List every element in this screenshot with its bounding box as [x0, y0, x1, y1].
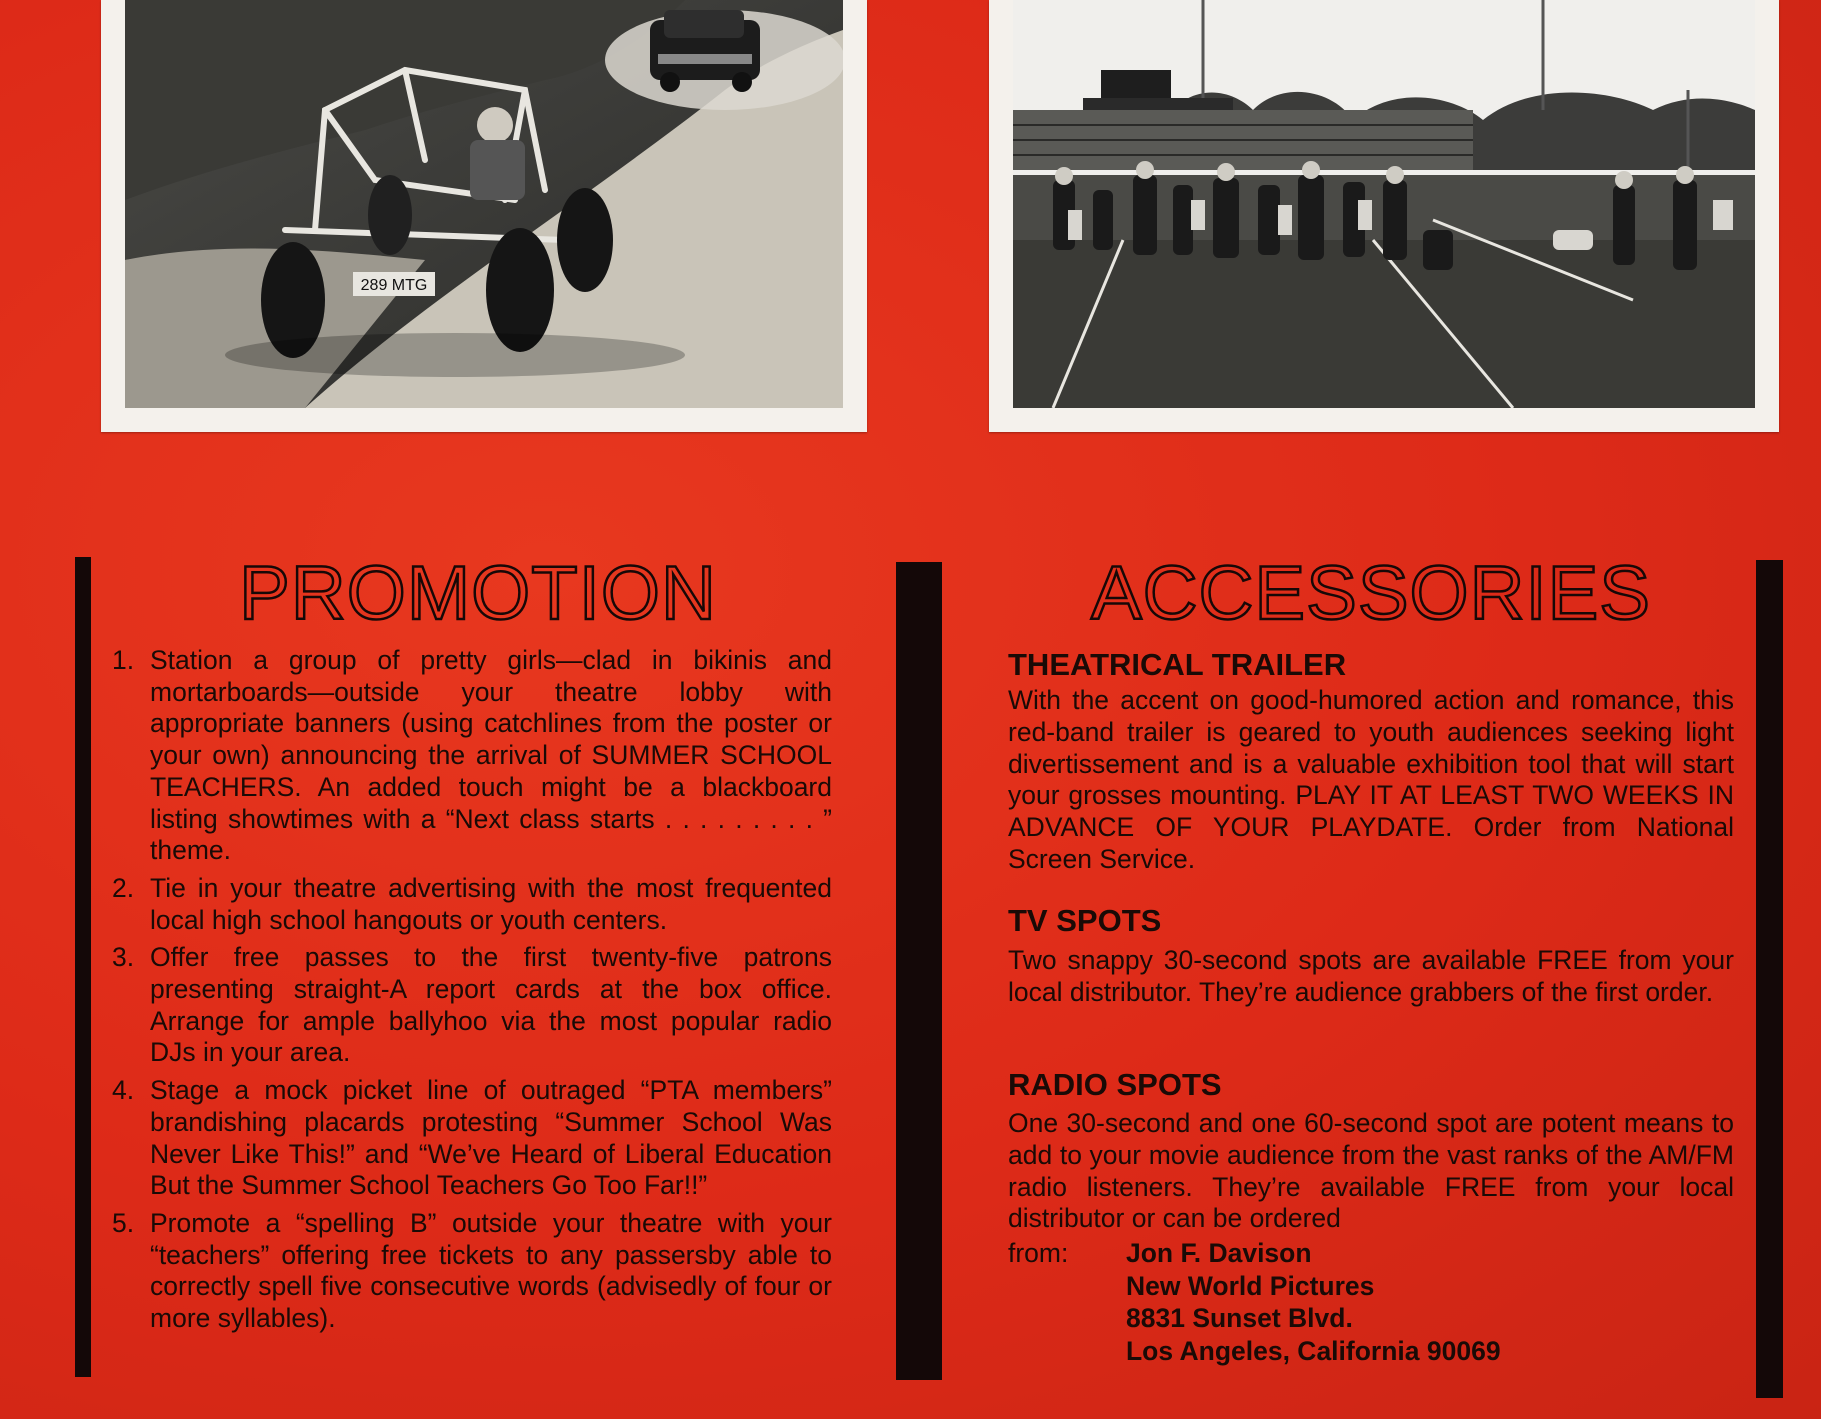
- theatrical-trailer-heading: THEATRICAL TRAILER: [1008, 647, 1347, 682]
- photo-frame-right: [989, 0, 1779, 432]
- promotion-item-number: 2.: [112, 872, 135, 903]
- address-line: Los Angeles, California 90069: [1126, 1335, 1501, 1366]
- distributor-address: [1126, 1237, 1501, 1367]
- photo-frame-left: [101, 0, 867, 432]
- promotion-item: [112, 942, 832, 1069]
- theatrical-trailer-body: With the accent on good-humored action and romance, this red-band trailer is geared to youth audiences seeking light divertissement and is a valuable exhibition tool that will start your grosses mounting. PLAY IT AT LEAST TWO WEEKS IN ADVANCE OF YOUR PLAYDATE. Order from National Screen Service.: [1008, 685, 1734, 874]
- promotion-item: [112, 645, 832, 867]
- promotion-item-text: Tie in your theatre advertising with the most frequented local high school hangouts or youth centers.: [150, 872, 832, 935]
- radio-spots-body: One 30-second and one 60-second spot are potent means to add to your movie audience from the vast ranks of the AM/FM radio listeners. They’re available FREE from your local distributor or can be ordered: [1008, 1108, 1734, 1234]
- promotion-item-number: 3.: [112, 942, 135, 973]
- accessories-title: ACCESSORIES: [1090, 551, 1652, 636]
- promotion-title: PROMOTION: [239, 551, 717, 636]
- promotion-item-text: Stage a mock picket line of outraged “PTA members” brandishing placards protesting “Summer School Was Never Like This!” and “We’ve Heard of Liberal Education But the Summer School Teachers Go Too Far!!”: [150, 1075, 832, 1201]
- promotion-item: [112, 1075, 832, 1202]
- from-label: from:: [1008, 1238, 1069, 1268]
- promotion-item-text: Station a group of pretty girls—clad in bikinis and mortarboards—outside your theatre lobby with appropriate banners (using catchlines from the poster or your own) announcing the arrival of SUMMER SCHOOL TEACHERS. An added touch might be a blackboard listing showtimes with a “Next class starts . . . . . . . . . ” theme.: [150, 645, 832, 866]
- promotion-item-number: 1.: [112, 645, 135, 675]
- promotion-item-text: Promote a “spelling B” outside your theatre with your “teachers” offering free tickets to any passersby able to correctly spell five consecutive words (advisedly of four or more syllables).: [150, 1207, 832, 1334]
- promotion-item: [112, 1208, 832, 1335]
- tv-spots-body: Two snappy 30-second spots are available FREE from your local distributor. They’re audience grabbers of the first order.: [1008, 945, 1734, 1007]
- promotion-item-number: 5.: [112, 1207, 135, 1238]
- address-line: 8831 Sunset Blvd.: [1126, 1303, 1353, 1333]
- address-line: Jon F. Davison: [1126, 1238, 1312, 1268]
- divider-bar-left: [75, 557, 91, 1377]
- address-line: New World Pictures: [1126, 1270, 1375, 1301]
- tv-spots-heading: TV SPOTS: [1008, 903, 1162, 938]
- dune-buggy-photo: [125, 0, 843, 408]
- football-field-photo: [1013, 0, 1755, 408]
- radio-spots-heading: RADIO SPOTS: [1008, 1067, 1222, 1102]
- promotion-item-text: Offer free passes to the first twenty-five patrons presenting straight-A report cards at the box office. Arrange for ample ballyhoo via the most popular radio DJs in your area.: [150, 942, 832, 1068]
- divider-bar-center: [896, 562, 942, 1380]
- divider-bar-right: [1756, 560, 1783, 1398]
- promotion-list: [112, 645, 832, 1341]
- promotion-item-number: 4.: [112, 1075, 135, 1106]
- promotion-item: [112, 873, 832, 936]
- license-plate: 289 MTG: [360, 277, 428, 294]
